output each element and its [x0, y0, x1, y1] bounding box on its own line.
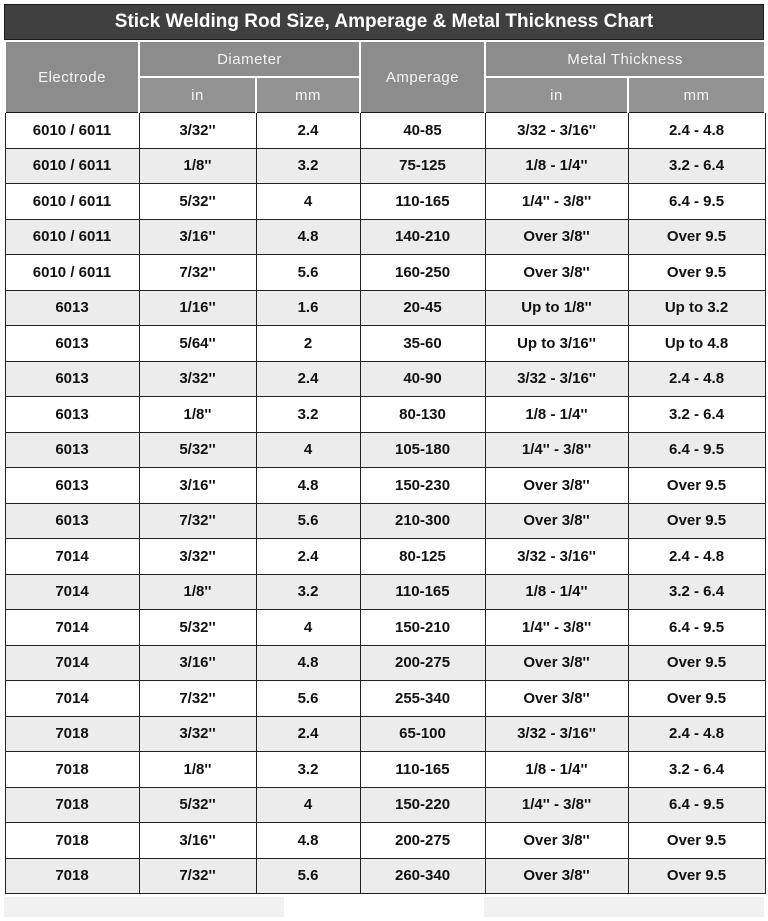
footer-segment: [4, 897, 284, 917]
thickness-mm-cell: Over 9.5: [628, 858, 765, 894]
thickness-mm-cell: Up to 3.2: [628, 290, 765, 326]
diameter-mm-cell: 5.6: [256, 255, 360, 291]
thickness-in-cell: 1/4'' - 3/8'': [485, 184, 628, 220]
table-row: [5, 539, 765, 575]
table-row: [5, 752, 765, 788]
thickness-in-cell: Over 3/8'': [485, 503, 628, 539]
amperage-cell: 140-210: [360, 219, 485, 255]
thickness-mm-cell: Over 9.5: [628, 823, 765, 859]
diameter-in-cell: 7/32'': [139, 858, 256, 894]
amperage-cell: 200-275: [360, 645, 485, 681]
electrode-cell: 6013: [5, 290, 139, 326]
electrode-cell: 6013: [5, 361, 139, 397]
amperage-cell: 75-125: [360, 148, 485, 184]
diameter-mm-cell: 4: [256, 787, 360, 823]
thickness-mm-cell: 2.4 - 4.8: [628, 113, 765, 149]
thickness-mm-cell: Over 9.5: [628, 503, 765, 539]
electrode-cell: 6013: [5, 468, 139, 504]
electrode-cell: 6013: [5, 503, 139, 539]
diameter-mm-cell: 4.8: [256, 823, 360, 859]
amperage-cell: 65-100: [360, 716, 485, 752]
diameter-mm-cell: 4.8: [256, 645, 360, 681]
electrode-cell: 7014: [5, 645, 139, 681]
table-row: [5, 397, 765, 433]
thickness-in-cell: Over 3/8'': [485, 468, 628, 504]
welding-table: [4, 40, 766, 894]
diameter-mm-cell: 3.2: [256, 397, 360, 433]
diameter-in-cell: 1/16'': [139, 290, 256, 326]
thickness-in-cell: 3/32 - 3/16'': [485, 113, 628, 149]
diameter-in-cell: 7/32'': [139, 503, 256, 539]
diameter-in-cell: 1/8'': [139, 752, 256, 788]
diameter-in-cell: 7/32'': [139, 255, 256, 291]
diameter-in-cell: 1/8'': [139, 574, 256, 610]
header-metal-thickness: Metal Thickness: [485, 41, 765, 77]
header-diameter-in: in: [139, 77, 256, 113]
diameter-mm-cell: 2.4: [256, 113, 360, 149]
thickness-mm-cell: Over 9.5: [628, 468, 765, 504]
chart-title: Stick Welding Rod Size, Amperage & Metal Thickness Chart: [4, 4, 764, 40]
electrode-cell: 7018: [5, 787, 139, 823]
footer-segment: [284, 897, 484, 917]
thickness-mm-cell: Over 9.5: [628, 681, 765, 717]
header-thickness-in: in: [485, 77, 628, 113]
diameter-mm-cell: 2.4: [256, 716, 360, 752]
diameter-in-cell: 5/32'': [139, 787, 256, 823]
header-thickness-mm: mm: [628, 77, 765, 113]
diameter-mm-cell: 1.6: [256, 290, 360, 326]
table-row: [5, 858, 765, 894]
thickness-mm-cell: Over 9.5: [628, 255, 765, 291]
diameter-in-cell: 3/16'': [139, 219, 256, 255]
amperage-cell: 160-250: [360, 255, 485, 291]
diameter-in-cell: 5/32'': [139, 184, 256, 220]
table-row: [5, 326, 765, 362]
footer-segment: [484, 897, 764, 917]
header-diameter: Diameter: [139, 41, 360, 77]
diameter-mm-cell: 3.2: [256, 574, 360, 610]
table-row: [5, 610, 765, 646]
diameter-mm-cell: 2: [256, 326, 360, 362]
diameter-in-cell: 1/8'': [139, 397, 256, 433]
thickness-mm-cell: 6.4 - 9.5: [628, 184, 765, 220]
amperage-cell: 200-275: [360, 823, 485, 859]
table-row: [5, 184, 765, 220]
table-header: [5, 41, 765, 113]
thickness-in-cell: 1/4'' - 3/8'': [485, 610, 628, 646]
diameter-mm-cell: 2.4: [256, 361, 360, 397]
amperage-cell: 40-85: [360, 113, 485, 149]
diameter-in-cell: 7/32'': [139, 681, 256, 717]
amperage-cell: 110-165: [360, 184, 485, 220]
amperage-cell: 80-125: [360, 539, 485, 575]
thickness-in-cell: 3/32 - 3/16'': [485, 716, 628, 752]
table-row: [5, 361, 765, 397]
thickness-in-cell: Over 3/8'': [485, 823, 628, 859]
thickness-in-cell: 1/8 - 1/4'': [485, 148, 628, 184]
diameter-in-cell: 3/16'': [139, 645, 256, 681]
diameter-mm-cell: 3.2: [256, 148, 360, 184]
thickness-mm-cell: Over 9.5: [628, 219, 765, 255]
table-row: [5, 219, 765, 255]
diameter-mm-cell: 3.2: [256, 752, 360, 788]
thickness-mm-cell: 2.4 - 4.8: [628, 716, 765, 752]
table-row: [5, 503, 765, 539]
electrode-cell: 7014: [5, 610, 139, 646]
amperage-cell: 110-165: [360, 574, 485, 610]
electrode-cell: 7014: [5, 681, 139, 717]
header-amperage: Amperage: [360, 41, 485, 113]
electrode-cell: 6013: [5, 326, 139, 362]
table-row: [5, 432, 765, 468]
thickness-mm-cell: 6.4 - 9.5: [628, 432, 765, 468]
diameter-mm-cell: 2.4: [256, 539, 360, 575]
thickness-in-cell: Over 3/8'': [485, 219, 628, 255]
thickness-mm-cell: 6.4 - 9.5: [628, 787, 765, 823]
thickness-in-cell: 1/4'' - 3/8'': [485, 432, 628, 468]
diameter-in-cell: 3/32'': [139, 361, 256, 397]
thickness-mm-cell: 2.4 - 4.8: [628, 539, 765, 575]
diameter-mm-cell: 5.6: [256, 858, 360, 894]
electrode-cell: 7018: [5, 823, 139, 859]
thickness-in-cell: 3/32 - 3/16'': [485, 361, 628, 397]
diameter-mm-cell: 4: [256, 184, 360, 220]
amperage-cell: 20-45: [360, 290, 485, 326]
electrode-cell: 7014: [5, 539, 139, 575]
electrode-cell: 6013: [5, 397, 139, 433]
table-row: [5, 148, 765, 184]
table-row: [5, 255, 765, 291]
table-row: [5, 574, 765, 610]
thickness-in-cell: Up to 1/8'': [485, 290, 628, 326]
diameter-mm-cell: 4.8: [256, 219, 360, 255]
welding-chart: [4, 4, 764, 894]
diameter-in-cell: 3/32'': [139, 113, 256, 149]
amperage-cell: 40-90: [360, 361, 485, 397]
thickness-in-cell: 3/32 - 3/16'': [485, 539, 628, 575]
electrode-cell: 6010 / 6011: [5, 113, 139, 149]
amperage-cell: 35-60: [360, 326, 485, 362]
thickness-mm-cell: 2.4 - 4.8: [628, 361, 765, 397]
table-row: [5, 823, 765, 859]
diameter-in-cell: 3/16'': [139, 823, 256, 859]
table-row: [5, 113, 765, 149]
footer-strip: [4, 897, 764, 917]
thickness-in-cell: Over 3/8'': [485, 645, 628, 681]
table-row: [5, 468, 765, 504]
thickness-in-cell: Over 3/8'': [485, 858, 628, 894]
table-row: [5, 716, 765, 752]
table-row: [5, 787, 765, 823]
amperage-cell: 105-180: [360, 432, 485, 468]
electrode-cell: 6010 / 6011: [5, 148, 139, 184]
electrode-cell: 7018: [5, 858, 139, 894]
diameter-in-cell: 3/16'': [139, 468, 256, 504]
diameter-mm-cell: 4.8: [256, 468, 360, 504]
thickness-in-cell: Over 3/8'': [485, 255, 628, 291]
thickness-in-cell: 1/8 - 1/4'': [485, 574, 628, 610]
diameter-mm-cell: 5.6: [256, 681, 360, 717]
electrode-cell: 6013: [5, 432, 139, 468]
diameter-in-cell: 5/32'': [139, 610, 256, 646]
table-row: [5, 645, 765, 681]
amperage-cell: 150-210: [360, 610, 485, 646]
electrode-cell: 6010 / 6011: [5, 255, 139, 291]
electrode-cell: 6010 / 6011: [5, 184, 139, 220]
header-diameter-mm: mm: [256, 77, 360, 113]
amperage-cell: 80-130: [360, 397, 485, 433]
thickness-in-cell: Up to 3/16'': [485, 326, 628, 362]
electrode-cell: 7014: [5, 574, 139, 610]
diameter-in-cell: 5/64'': [139, 326, 256, 362]
thickness-mm-cell: Up to 4.8: [628, 326, 765, 362]
thickness-in-cell: 1/4'' - 3/8'': [485, 787, 628, 823]
thickness-in-cell: 1/8 - 1/4'': [485, 752, 628, 788]
amperage-cell: 150-230: [360, 468, 485, 504]
diameter-mm-cell: 4: [256, 610, 360, 646]
amperage-cell: 255-340: [360, 681, 485, 717]
diameter-in-cell: 3/32'': [139, 539, 256, 575]
amperage-cell: 110-165: [360, 752, 485, 788]
diameter-mm-cell: 4: [256, 432, 360, 468]
thickness-mm-cell: 3.2 - 6.4: [628, 752, 765, 788]
electrode-cell: 7018: [5, 752, 139, 788]
thickness-mm-cell: Over 9.5: [628, 645, 765, 681]
amperage-cell: 210-300: [360, 503, 485, 539]
thickness-mm-cell: 3.2 - 6.4: [628, 574, 765, 610]
thickness-mm-cell: 3.2 - 6.4: [628, 397, 765, 433]
table-row: [5, 290, 765, 326]
table-body: [5, 113, 765, 894]
thickness-in-cell: Over 3/8'': [485, 681, 628, 717]
header-electrode: Electrode: [5, 41, 139, 113]
thickness-mm-cell: 3.2 - 6.4: [628, 148, 765, 184]
amperage-cell: 260-340: [360, 858, 485, 894]
diameter-in-cell: 5/32'': [139, 432, 256, 468]
electrode-cell: 6010 / 6011: [5, 219, 139, 255]
table-row: [5, 681, 765, 717]
electrode-cell: 7018: [5, 716, 139, 752]
thickness-mm-cell: 6.4 - 9.5: [628, 610, 765, 646]
diameter-in-cell: 1/8'': [139, 148, 256, 184]
amperage-cell: 150-220: [360, 787, 485, 823]
thickness-in-cell: 1/8 - 1/4'': [485, 397, 628, 433]
diameter-in-cell: 3/32'': [139, 716, 256, 752]
diameter-mm-cell: 5.6: [256, 503, 360, 539]
